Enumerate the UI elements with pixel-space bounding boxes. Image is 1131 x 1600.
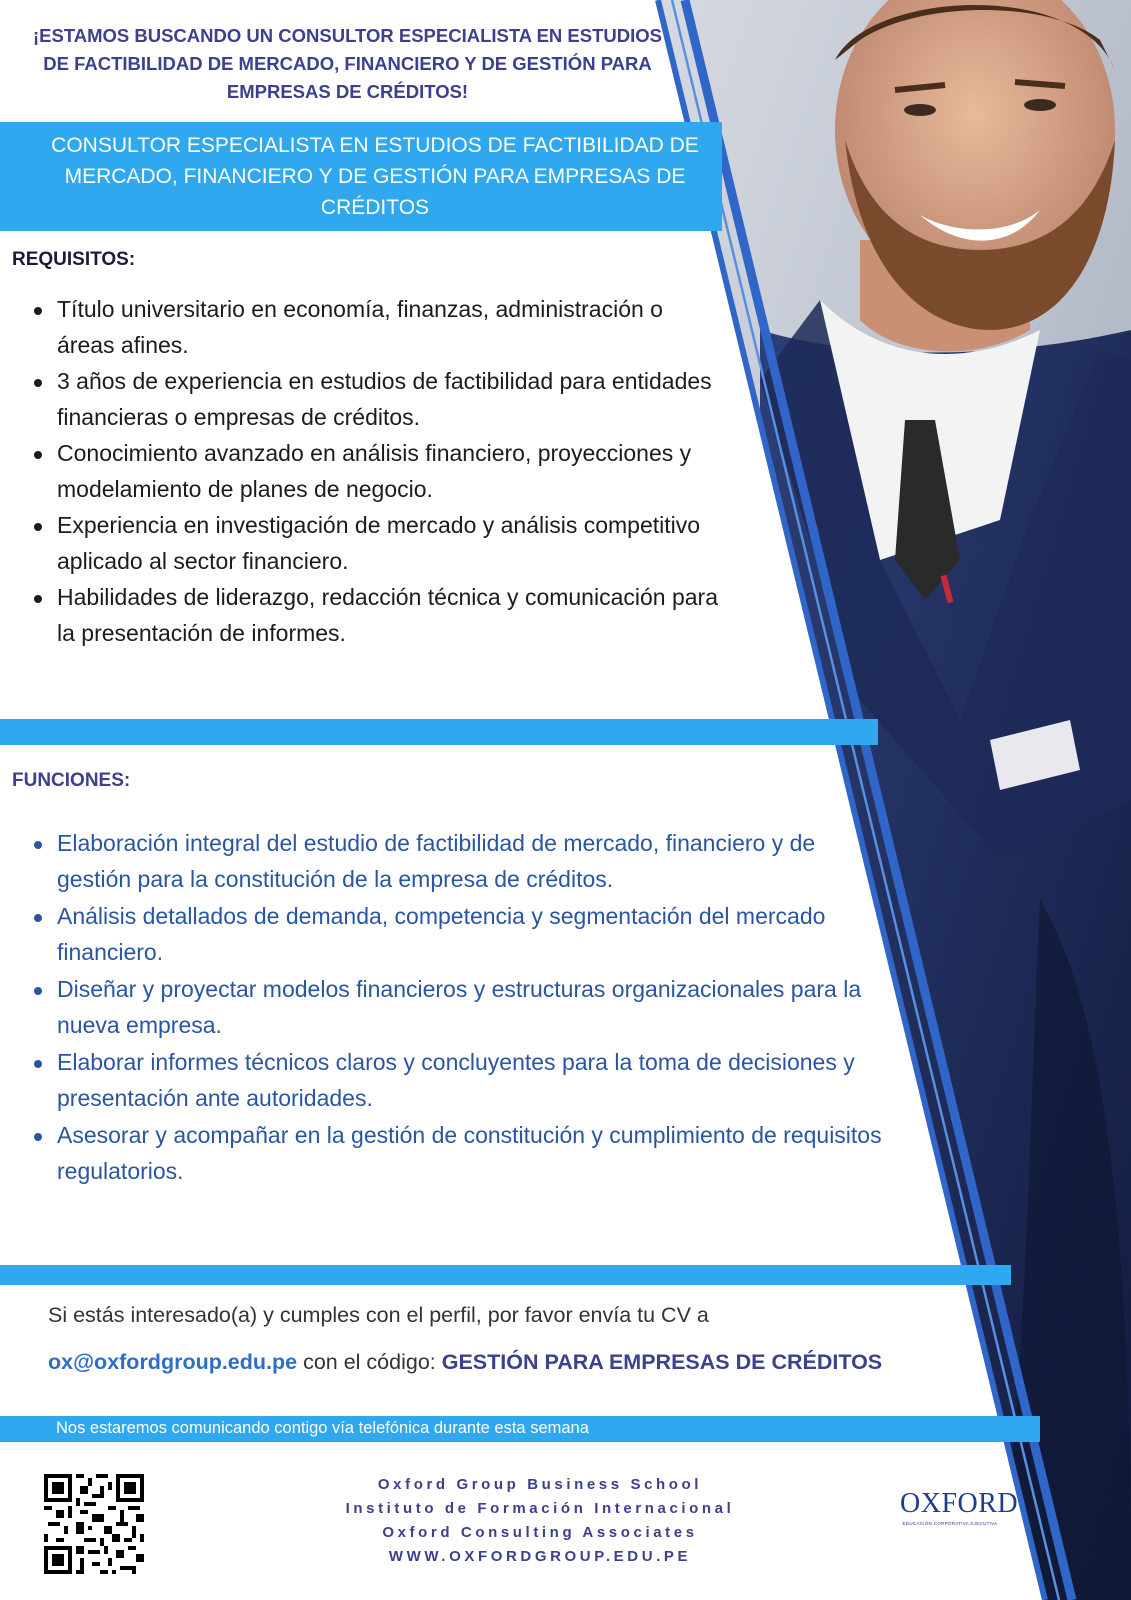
application-code: GESTIÓN PARA EMPRESAS DE CRÉDITOS bbox=[441, 1350, 883, 1374]
funciones-list bbox=[10, 826, 890, 1191]
contact-email-line bbox=[48, 1350, 882, 1375]
qr-code-icon[interactable] bbox=[44, 1474, 144, 1574]
list-item: Elaborar informes técnicos claros y concluyentes para la toma de decisiones y presentación ante autoridades. bbox=[10, 1045, 890, 1116]
position-title: CONSULTOR ESPECIALISTA EN ESTUDIOS DE FACTIBILIDAD DE MERCADO, FINANCIERO Y DE GESTIÓN PARA EMPRESAS DE CRÉDITOS bbox=[51, 134, 699, 219]
bullet-dot-icon bbox=[34, 1060, 42, 1068]
divider-band bbox=[0, 719, 878, 745]
requisitos-heading: REQUISITOS: bbox=[12, 249, 136, 270]
code-prefix: con el código: bbox=[297, 1350, 442, 1374]
headline: ¡ESTAMOS BUSCANDO UN CONSULTOR ESPECIALISTA EN ESTUDIOS DE FACTIBILIDAD DE MERCADO, FINANCIERO Y DE GESTIÓN PARA EMPRESAS DE CRÉDITOS! bbox=[32, 25, 663, 102]
bullet-dot-icon bbox=[34, 595, 42, 603]
oxford-logo bbox=[900, 1488, 1019, 1526]
funciones-heading: FUNCIONES: bbox=[12, 770, 131, 791]
bullet-dot-icon bbox=[34, 451, 42, 459]
org-line: Oxford Consulting Associates bbox=[382, 1524, 698, 1541]
org-line: Instituto de Formación Internacional bbox=[345, 1500, 735, 1517]
bullet-dot-icon bbox=[34, 987, 42, 995]
bullet-dot-icon bbox=[34, 914, 42, 922]
footer-note: Nos estaremos comunicando contigo vía telefónica durante esta semana bbox=[56, 1419, 589, 1437]
requisitos-list bbox=[10, 292, 720, 652]
list-item: Diseñar y proyectar modelos financieros y estructuras organizacionales para la nueva empresa. bbox=[10, 972, 890, 1043]
list-item: Asesorar y acompañar en la gestión de constitución y cumplimiento de requisitos regulatorios. bbox=[10, 1118, 890, 1189]
contact-instructions: Si estás interesado(a) y cumples con el perfil, por favor envía tu CV a bbox=[48, 1303, 709, 1327]
website-link[interactable]: WWW.OXFORDGROUP.EDU.PE bbox=[388, 1548, 692, 1565]
list-item: Experiencia en investigación de mercado y análisis competitivo aplicado al sector financiero. bbox=[10, 508, 720, 579]
organization-info bbox=[300, 1473, 780, 1569]
divider-band bbox=[0, 1265, 1011, 1285]
list-item: 3 años de experiencia en estudios de factibilidad para entidades financieras o empresas de créditos. bbox=[10, 364, 720, 435]
list-item: Habilidades de liderazgo, redacción técnica y comunicación para la presentación de informes. bbox=[10, 580, 720, 651]
list-item: Elaboración integral del estudio de factibilidad de mercado, financiero y de gestión para la constitución de la empresa de créditos. bbox=[10, 826, 890, 897]
bullet-dot-icon bbox=[34, 379, 42, 387]
list-item: Análisis detallados de demanda, competencia y segmentación del mercado financiero. bbox=[10, 899, 890, 970]
list-item: Conocimiento avanzado en análisis financiero, proyecciones y modelamiento de planes de negocio. bbox=[10, 436, 720, 507]
logo-tagline: EDUCACIÓN CORPORATIVA EJECUTIVA bbox=[902, 1521, 998, 1526]
org-line: Oxford Group Business School bbox=[377, 1476, 703, 1493]
bullet-dot-icon bbox=[34, 307, 42, 315]
list-item: Título universitario en economía, finanzas, administración o áreas afines. bbox=[10, 292, 720, 363]
bullet-dot-icon bbox=[34, 1133, 42, 1141]
logo-wordmark: OXFORD bbox=[900, 1488, 1019, 1519]
bullet-dot-icon bbox=[34, 841, 42, 849]
bullet-dot-icon bbox=[34, 523, 42, 531]
email-link[interactable]: ox@oxfordgroup.edu.pe bbox=[48, 1350, 298, 1374]
